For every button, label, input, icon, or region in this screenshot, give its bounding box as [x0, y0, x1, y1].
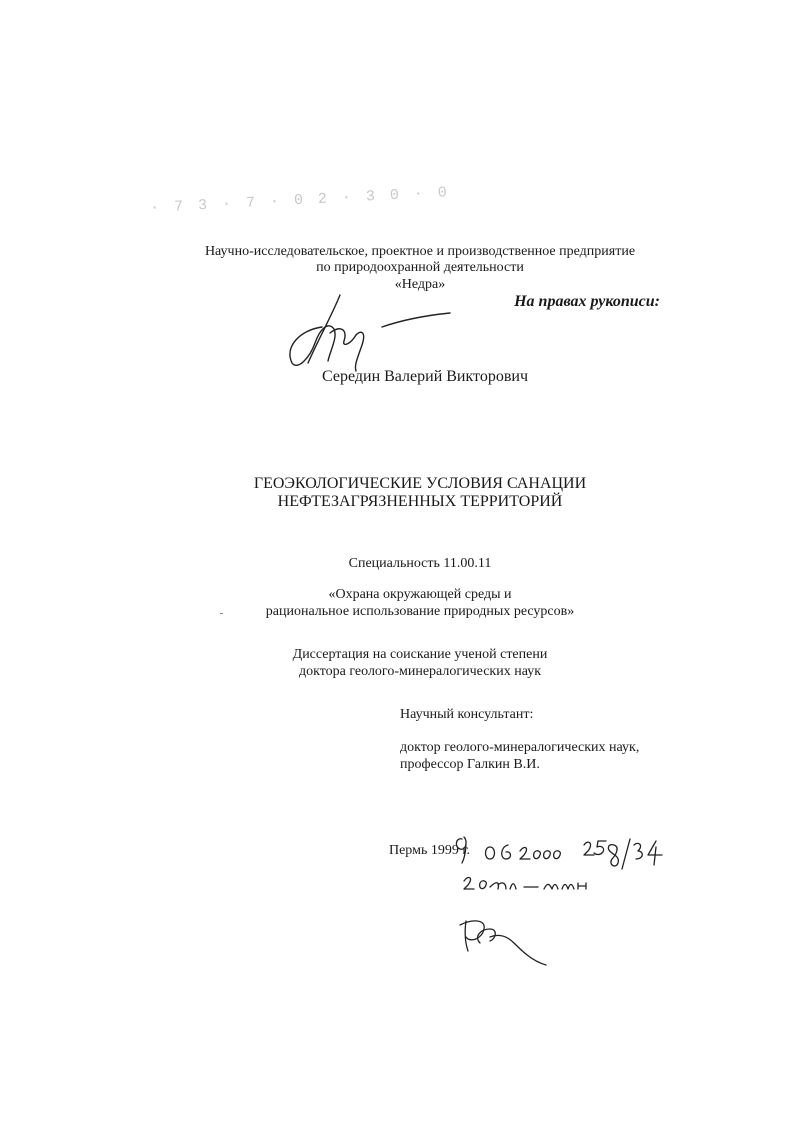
faded-stamp-number: · 7 3 · 7 · 0 2 · 3 0 · 0	[149, 184, 451, 217]
handwritten-registration-notes	[450, 825, 670, 975]
scan-speck	[220, 613, 223, 614]
organization-name: «Недра»	[394, 277, 446, 292]
dissertation-title-line-1: ГЕОЭКОЛОГИЧЕСКИЕ УСЛОВИЯ САНАЦИИ	[253, 475, 587, 492]
degree-line-2: доктора геолого-минералогических наук	[298, 664, 542, 679]
consultant-label: Научный консультант:	[400, 707, 534, 722]
specialty-name-line-1: «Охрана окружающей среды и	[328, 587, 512, 602]
manuscript-rights-label: На правах рукописи:	[514, 293, 660, 310]
consultant-name: профессор Галкин В.И.	[400, 757, 540, 772]
degree-line-1: Диссертация на соискание ученой степени	[292, 647, 548, 662]
consultant-degree: доктор геолого-минералогических наук,	[400, 740, 640, 755]
organization-line-2: по природоохранной деятельности	[316, 260, 524, 275]
specialty-name-line-2: рациональное использование природных ресурсов»	[265, 604, 575, 619]
author-name: Середин Валерий Викторович	[322, 368, 528, 385]
author-signature	[270, 285, 470, 375]
specialty-code: Специальность 11.00.11	[348, 556, 492, 571]
organization-line-1: Научно-исследовательское, проектное и производственное предприятие	[204, 244, 636, 259]
place-and-year: Пермь 1999 г.	[388, 843, 470, 858]
dissertation-title-line-2: НЕФТЕЗАГРЯЗНЕННЫХ ТЕРРИТОРИЙ	[277, 493, 563, 510]
